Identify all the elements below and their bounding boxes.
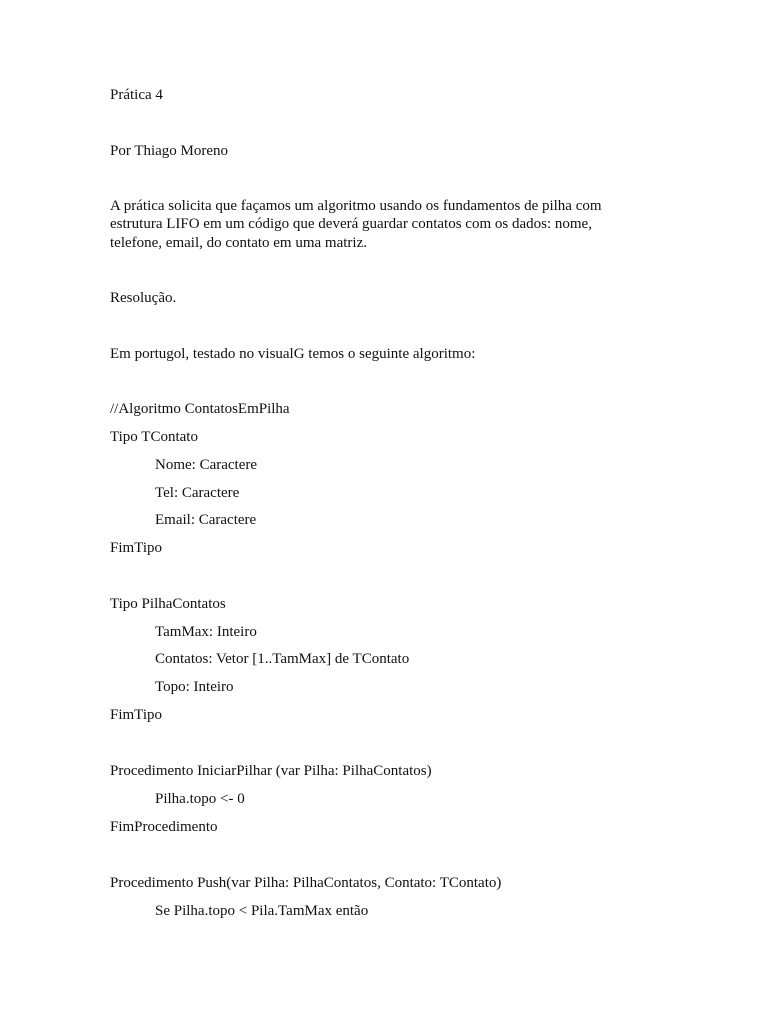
author-line: Por Thiago Moreno <box>110 143 229 159</box>
code-line: Tipo TContato <box>110 429 198 445</box>
code-line: Procedimento IniciarPilhar (var Pilha: PilhaContatos) <box>110 763 432 779</box>
code-line: Contatos: Vetor [1..TamMax] de TContato <box>155 651 410 667</box>
intro-line-3: telefone, email, do contato em uma matriz. <box>110 235 367 251</box>
lead-paragraph: Em portugol, testado no visualG temos o seguinte algoritmo: <box>110 346 476 362</box>
code-line: Email: Caractere <box>155 512 257 528</box>
code-line: Procedimento Push(var Pilha: PilhaContatos, Contato: TContato) <box>110 875 502 891</box>
code-line: Topo: Inteiro <box>155 679 234 695</box>
intro-line-2: estrutura LIFO em um código que deverá guardar contatos com os dados: nome, <box>110 216 592 232</box>
code-line: FimTipo <box>110 707 162 723</box>
page-title: Prática 4 <box>110 87 163 103</box>
resolution-heading: Resolução. <box>110 290 177 306</box>
intro-line-1: A prática solicita que façamos um algoritmo usando os fundamentos de pilha com <box>110 198 602 214</box>
code-line: Tipo PilhaContatos <box>110 596 226 612</box>
code-line: Se Pilha.topo < Pila.TamMax então <box>155 903 369 919</box>
code-line: Nome: Caractere <box>155 457 258 473</box>
code-line: FimTipo <box>110 540 162 556</box>
code-line: Tel: Caractere <box>155 485 240 501</box>
code-line: FimProcedimento <box>110 819 218 835</box>
code-line: TamMax: Inteiro <box>155 624 257 640</box>
code-line: Pilha.topo <- 0 <box>155 791 245 807</box>
code-line: //Algoritmo ContatosEmPilha <box>110 401 290 417</box>
